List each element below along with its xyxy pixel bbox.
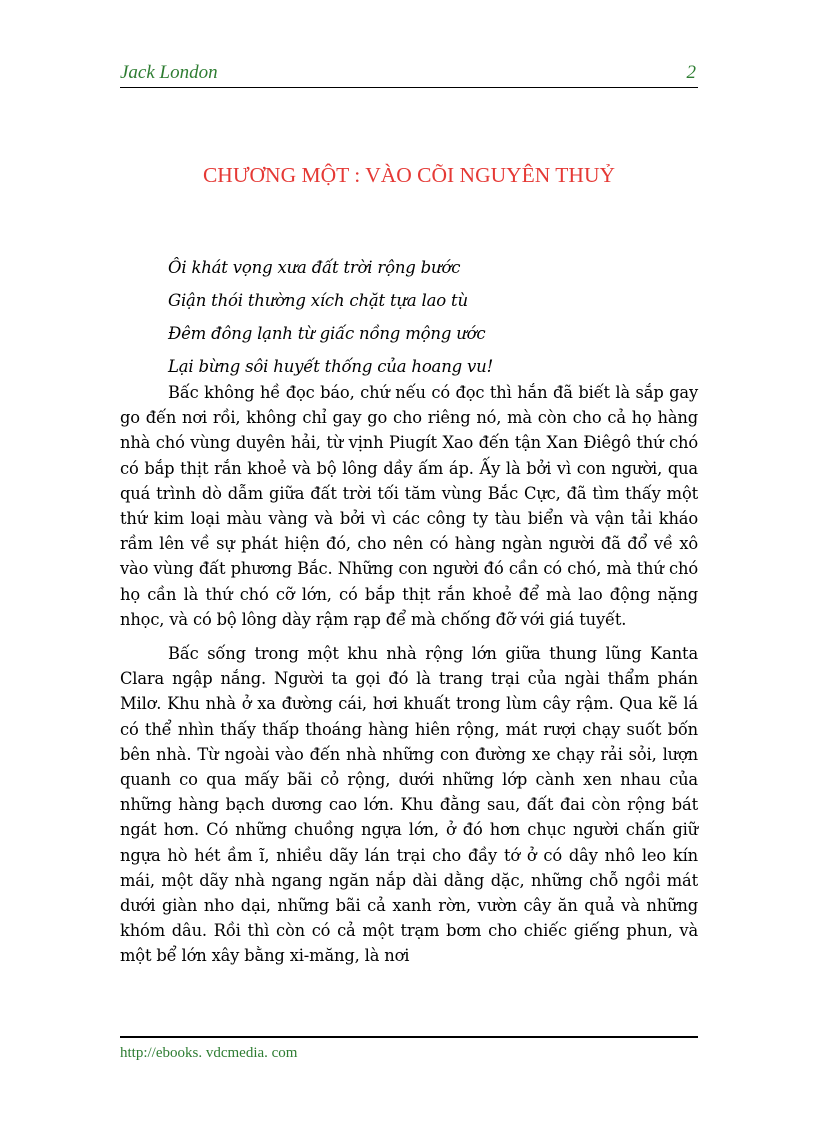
- chapter-title: CHƯƠNG MỘT : VÀO CÕI NGUYÊN THUỶ: [202, 163, 616, 187]
- epigraph-poem: [168, 251, 668, 383]
- paragraph: Bấc sống trong một khu nhà rộng lớn giữa thung lũng Kanta Clara ngập nắng. Người ta gọi đó là trang trại của ngài thẩm phán Milơ. Khu nhà ở xa đường cái, hơi khuất trong lùm cây rậm. Qua kẽ lá có thể nhìn thấy thấp thoáng hàng hiên rộng, mát rượi chạy suốt bốn bên nhà. Từ ngoài vào đến nhà những con đường xe chạy rải sỏi, lượn quanh co qua mấy bãi cỏ rộng, dưới những lớp cành xen nhau của những hàng bạch dương cao lớn. Khu đằng sau, đất đai còn rộng bát ngát hơn. Có những chuồng ngựa lớn, ở đó hơn chục người chấn giữ ngựa hò hét ầm ĩ, nhiều dãy lán trại cho đầy tớ ở có dây nhô leo kín mái, một dãy nhà ngang ngăn nắp dài dằng dặc, những chỗ ngồi mát dưới giàn nho dại, những bãi cả xanh rờn, vườn cây ăn quả và những khóm dâu. Rồi thì còn có cả một trạm bơm cho chiếc giếng phun, và một bể lớn xây bằng xi-măng, là nơi: [120, 644, 698, 966]
- footer-divider: [120, 1036, 698, 1038]
- paragraph: Bấc không hề đọc báo, chứ nếu có đọc thì hắn đã biết là sắp gay go đến nơi rồi, không chỉ gay go cho riêng nó, mà còn cho cả họ hàng nhà chó vùng duyên hải, từ vịnh Piugít Xao đến tận Xan Điêgô thứ chó có bắp thịt rắn khoẻ và bộ lông dầy ấm áp. Ấy là bởi vì con người, qua quá trình dò dẫm giữa đất trời tối tăm vùng Bắc Cực, đã tìm thấy một thứ kim loại màu vàng và bởi vì các công ty tàu biển và vận tải kháo rầm lên về sự phát hiện đó, cho nên có hàng ngàn người đã đổ về xô vào vùng đất phương Bắc. Những con người đó cần có chó, mà thứ chó họ cần là thứ chó cỡ lớn, có bắp thịt rắn khoẻ để mà lao động nặng nhọc, và có bộ lông dày rậm rạp để mà chống đỡ với giá tuyết.: [120, 383, 698, 629]
- header-divider: [120, 87, 698, 88]
- header-author: Jack London: [120, 62, 218, 83]
- body-text: [120, 380, 698, 978]
- poem-line: Đêm đông lạnh từ giấc nồng mộng ước: [168, 324, 486, 343]
- footer-url-link[interactable]: http://ebooks. vdcmedia. com: [120, 1045, 298, 1061]
- running-header: [120, 62, 698, 88]
- poem-line: Lại bừng sôi huyết thống của hoang vu!: [168, 357, 494, 376]
- poem-line: Ôi khát vọng xưa đất trời rộng bước: [168, 258, 461, 277]
- page-number: 2: [686, 62, 696, 83]
- poem-line: Giận thói thường xích chặt tựa lao tù: [168, 291, 468, 310]
